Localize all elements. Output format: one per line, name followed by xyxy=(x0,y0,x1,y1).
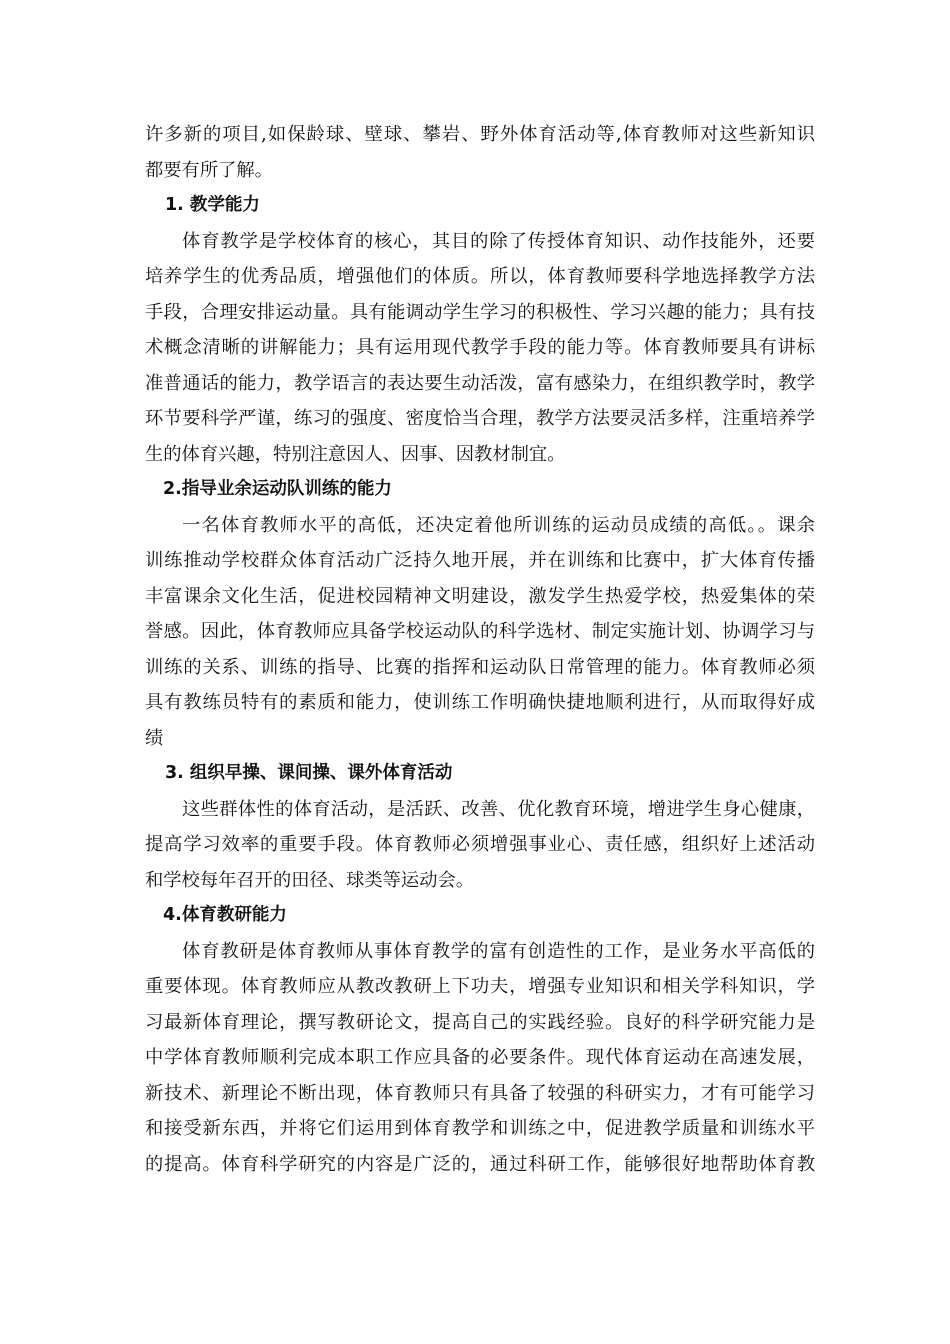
text-line: 训练推动学校群众体育活动广泛持久地开展，并在训练和比赛中，扩大体育传播 xyxy=(145,550,815,571)
text-line: 中学体育教师顺利完成本职工作应具备的必要条件。现代体育运动在高速发展， xyxy=(145,1047,815,1068)
text-line: 许多新的项目,如保龄球、壁球、攀岩、野外体育活动等,体育教师对这些新知识 xyxy=(145,124,815,145)
text-line: 训练的关系、训练的指导、比赛的指挥和运动队日常管理的能力。体育教师必须 xyxy=(145,656,815,678)
text-line: 绩 xyxy=(145,727,164,749)
text-line: 体育教学是学校体育的核心，其目的除了传授体育知识、动作技能外，还要 xyxy=(182,230,815,252)
paragraph-teaching-ability xyxy=(145,224,815,473)
text-line: 准普通话的能力，教学语言的表达要生动活泼，富有感染力，在组织教学时，教学 xyxy=(145,372,815,394)
text-line: 和接受新东西，并将它们运用到体育教学和训练之中，促进教学质量和训练水平 xyxy=(145,1118,815,1139)
section-heading-research-ability: 4.体育教研能力 xyxy=(163,905,287,925)
text-line: 体育教研是体育教师从事体育教学的富有创造性的工作，是业务水平高低的 xyxy=(182,940,815,962)
paragraph-research-ability xyxy=(145,934,815,1183)
paragraph-morning-exercises xyxy=(145,792,815,899)
section-heading-morning-exercises: 3. 组织早操、课间操、课外体育活动 xyxy=(165,763,453,783)
text-line: 都要有所了解。 xyxy=(145,159,273,181)
text-line: 和学校每年召开的田径、球类等运动会。 xyxy=(145,869,475,891)
text-line: 环节要科学严谨，练习的强度、密度恰当合理，教学方法要灵活多样，注重培养学 xyxy=(145,408,815,429)
text-line: 重要体现。体育教师应从教改教研上下功夫，增强专业知识和相关学科知识，学 xyxy=(145,976,815,997)
text-line: 的提高。体育科学研究的内容是广泛的，通过科研工作，能够很好地帮助体育教 xyxy=(145,1153,815,1175)
text-line: 一名体育教师水平的高低，还决定着他所训练的运动员成绩的高低。。课余 xyxy=(182,514,815,536)
text-line: 手段，合理安排运动量。具有能调动学生学习的积极性、学习兴趣的能力；具有技 xyxy=(145,301,815,323)
text-line: 丰富课余文化生活，促进校园精神文明建设，激发学生热爱学校，热爱集体的荣 xyxy=(145,585,815,607)
text-line: 提高学习效率的重要手段。体育教师必须增强事业心、责任感，组织好上述活动 xyxy=(145,834,815,855)
text-line: 术概念清晰的讲解能力；具有运用现代教学手段的能力等。体育教师要具有讲标 xyxy=(145,337,815,358)
text-line: 具有教练员特有的素质和能力，使训练工作明确快捷地顺利进行，从而取得好成 xyxy=(145,692,815,713)
document-body xyxy=(145,117,815,1182)
section-heading-team-training: 2.指导业余运动队训练的能力 xyxy=(163,479,392,499)
text-line: 习最新体育理论，撰写教研论文，提高自己的实践经验。良好的科学研究能力是 xyxy=(145,1011,815,1033)
text-line: 生的体育兴趣，特别注意因人、因事、因教材制宜。 xyxy=(145,443,566,465)
text-line: 新技术、新理论不断出现，体育教师只有具备了较强的科研实力，才有可能学习 xyxy=(145,1082,815,1104)
paragraph-team-training xyxy=(145,508,815,757)
paragraph-continuation xyxy=(145,117,815,188)
text-line: 誉感。因此，体育教师应具备学校运动队的科学选材、制定实施计划、协调学习与 xyxy=(145,621,815,642)
text-line: 这些群体性的体育活动，是活跃、改善、优化教育环境，增进学生身心健康， xyxy=(182,798,815,820)
section-heading-teaching-ability: 1. 教学能力 xyxy=(165,195,260,215)
text-line: 培养学生的优秀品质，增强他们的体质。所以，体育教师要科学地选择教学方法 xyxy=(145,266,815,287)
